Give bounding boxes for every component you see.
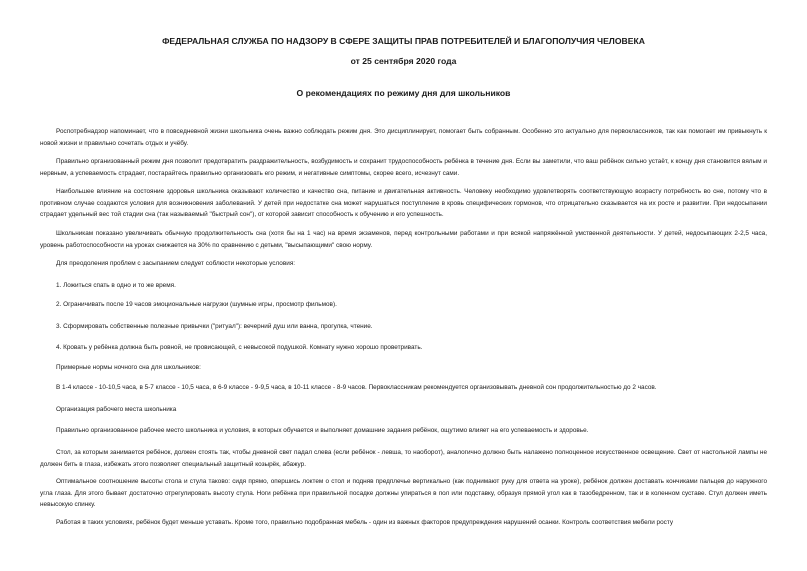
- workplace-heading: Организация рабочего места школьника: [56, 406, 177, 413]
- paragraph-3: Наибольшее влияние на состояние здоровья школьника оказывают количество и качество сна, питание и двигательная активность. Человеку необходимо удовлетворять соответствующую возрасту потребность во сне, потому что в противном случае создаются условия для возникновения заболеваний. У детей при недостатке сна может нарушаться поступление в кровь специфических гормонов, что отрицательно сказывается на их росте и развитии. При недосыпании страдает удельный вес той стадии сна (так называемый "быстрый сон"), от которой зависит способность к обучению и его успешность.: [40, 188, 767, 218]
- sleep-rule-2: 2. Ограничивать после 19 часов эмоциональные нагрузки (шумные игры, просмотр фильмов).: [56, 301, 337, 308]
- paragraph-workplace: Правильно организованное рабочее место школьника и условия, в которых обучается и выполняет домашние задания ребёнок, ощутимо влияет на его успеваемость и здоровье.: [56, 427, 589, 434]
- sleep-rule-1: 1. Ложиться спать в одно и то же время.: [56, 282, 176, 289]
- sleep-norms-heading: Примерные нормы ночного сна для школьников:: [56, 364, 201, 371]
- document-subject: О рекомендациях по режиму дня для школьников: [296, 88, 511, 98]
- agency-title: ФЕДЕРАЛЬНАЯ СЛУЖБА ПО НАДЗОРУ В СФЕРЕ ЗАЩИТЫ ПРАВ ПОТРЕБИТЕЛЕЙ И БЛАГОПОЛУЧИЯ ЧЕЛОВЕКА: [162, 36, 645, 46]
- sleep-norms: В 1-4 классе - 10-10,5 часа, в 5-7 классе - 10,5 часа, в 6-9 классе - 9-9,5 часа, в 10-11 классе - 8-9 часов. Первоклассникам рекомендуется организовывать дневной сон продолжительностью до 2 часов.: [56, 384, 657, 391]
- paragraph-1: Роспотребнадзор напоминает, что в повседневной жизни школьника очень важно соблюдать режим дня. Это дисциплинирует, помогает быть собранным. Особенно это актуально для первоклассников, так как помогает им привыкнуть к новой жизни и правильно сочетать отдых и учёбу.: [40, 128, 767, 147]
- document-date: от 25 сентября 2020 года: [350, 56, 457, 66]
- paragraph-2: Правильно организованный режим дня позволит предотвратить раздражительность, возбудимость и сохранит трудоспособность ребёнка в течение дня. Если вы заметили, что ваш ребёнок сильно устаёт, к концу дня становится вялым и нервным, а успеваемость страдает, постарайтесь правильно организовать его режим, и негативные симптомы, скорее всего, исчезнут сами.: [40, 158, 767, 177]
- paragraph-chair: Оптимальное соотношение высоты стола и стула таково: сидя прямо, опершись локтем о стол и подняв предплечье вертикально (как поднимают руку для ответа на уроке), ребёнок должен доставать кончиками пальцев до наружного угла глаза. Для этого бывает достаточно отрегулировать высоту стула. Ноги ребёнка при правильной посадке должны упираться в пол или подставку, образуя прямой угол как в тазобедренном, так и в коленном суставе. Стул должен иметь невысокую спинку.: [40, 478, 767, 508]
- paragraph-desk: Стол, за которым занимается ребёнок, должен стоять так, чтобы дневной свет падал слева (если ребёнок - левша, то наоборот), аналогично должно быть налажено полноценное искусственное освещение. Свет от настольной лампы не должен бить в глаза, избежать этого позволяет специальный защитный козырёк, абажур.: [40, 449, 767, 468]
- paragraph-5: Для преодоления проблем с засыпанием следует соблюсти некоторые условия:: [56, 260, 296, 267]
- sleep-rule-3: 3. Сформировать собственные полезные привычки ("ритуал"): вечерний душ или ванна, прогулка, чтение.: [56, 323, 373, 330]
- paragraph-furniture: Работая в таких условиях, ребёнок будет меньше уставать. Кроме того, правильно подобранная мебель - один из важных факторов предупреждения нарушений осанки. Контроль соответствия мебели росту: [56, 519, 674, 526]
- paragraph-4: Школьникам показано увеличивать обычную продолжительность сна (хотя бы на 1 час) на время экзаменов, перед контрольными работами и при всякой напряжённой умственной деятельности. У детей, недосыпающих 2-2,5 часа, уровень работоспособности на уроках снижается на 30% по сравнению с детьми, "высыпающими" свою норму.: [40, 230, 767, 249]
- sleep-rule-4: 4. Кровать у ребёнка должна быть ровной, не провисающей, с невысокой подушкой. Комнату нужно хорошо проветривать.: [56, 344, 423, 351]
